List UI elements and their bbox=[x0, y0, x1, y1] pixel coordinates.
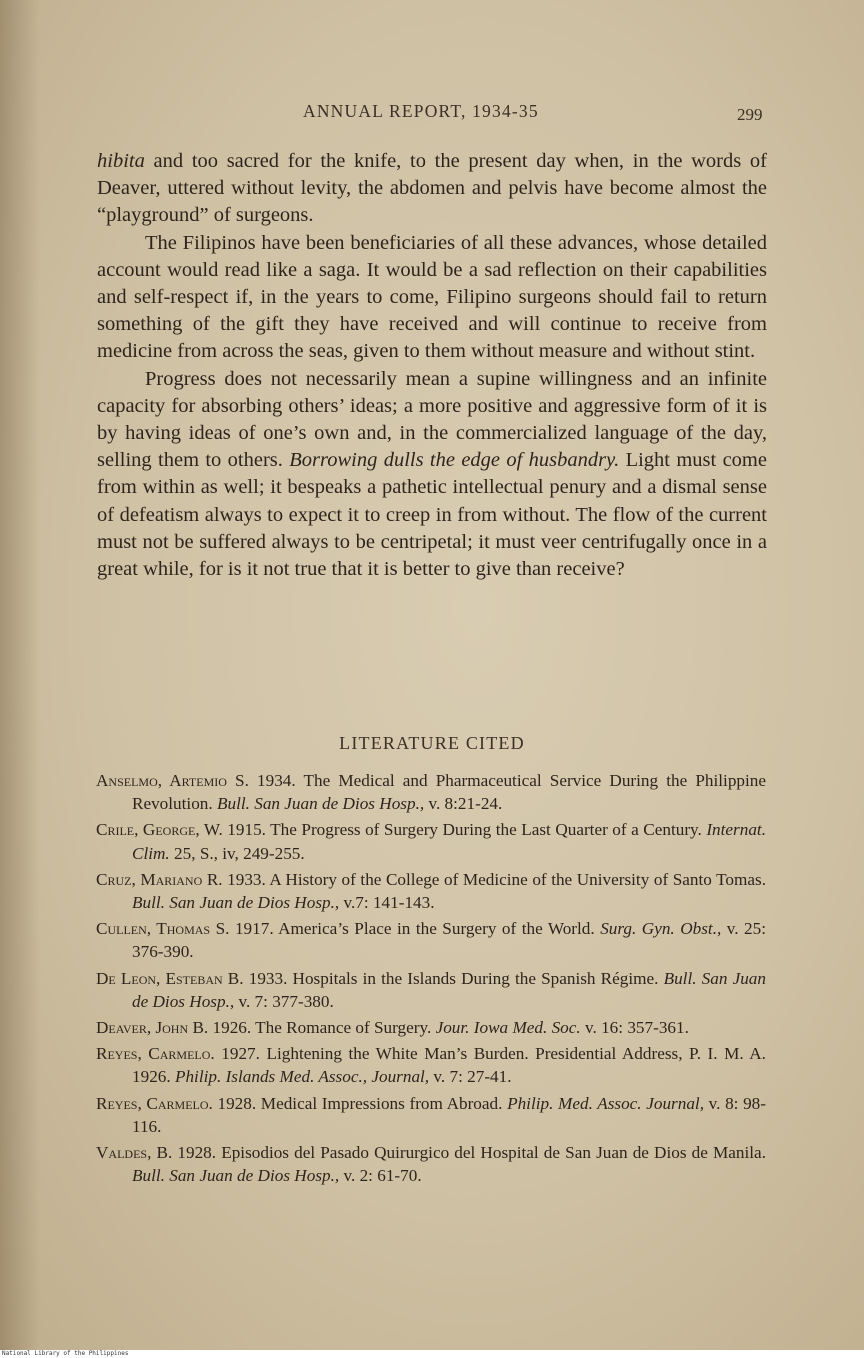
reference-journal: Bull. San Juan de Dios Hosp., bbox=[132, 1166, 340, 1186]
reference-item bbox=[96, 868, 766, 914]
reference-journal: Bull. San Juan de Dios Hosp., bbox=[216, 794, 425, 814]
footer-credit: National Library of the Philippines bbox=[2, 1350, 129, 1357]
reference-author: Valdes, B. bbox=[96, 1143, 173, 1163]
reference-journal: Bull. San Juan de Dios Hosp., bbox=[132, 893, 340, 913]
footer-bar bbox=[0, 1350, 864, 1358]
reference-item bbox=[96, 967, 766, 1013]
reference-tail: v. 16: 357-361. bbox=[580, 1018, 689, 1038]
reference-item bbox=[96, 1092, 766, 1138]
reference-tail: 25, S., iv, 249-255. bbox=[169, 843, 305, 863]
literature-heading: LITERATURE CITED bbox=[339, 733, 525, 753]
reference-author: Cullen, Thomas S. bbox=[96, 919, 230, 939]
reference-text: 1934. The Medical and Pharmaceutical Service During the Philippine Revolution. bbox=[132, 771, 767, 814]
reference-tail: v. 8:21-24. bbox=[424, 794, 503, 814]
reference-journal: Surg. Gyn. Obst., bbox=[600, 919, 722, 939]
reference-item bbox=[96, 1141, 766, 1187]
reference-text: 1933. A History of the College of Medicine of the University of Santo Tomas. bbox=[222, 869, 766, 889]
reference-text: 1915. The Progress of Surgery During the Last Quarter of a Century. bbox=[222, 820, 707, 840]
reference-author: Reyes, Carmelo. bbox=[96, 1044, 215, 1064]
reference-item bbox=[96, 818, 766, 864]
reference-item bbox=[96, 769, 766, 815]
reference-text: 1928. Episodios del Pasado Quirurgico del Hospital de San Juan de Dios de Manila. bbox=[172, 1143, 766, 1163]
reference-tail: v. 25: 376-390. bbox=[132, 919, 767, 962]
reference-tail: v.7: 141-143. bbox=[339, 893, 435, 913]
reference-item bbox=[96, 1016, 766, 1039]
reference-journal: Bull. San Juan de Dios Hosp., bbox=[132, 968, 766, 1011]
reference-tail: v. 7: 377-380. bbox=[234, 991, 334, 1011]
paragraph-1-text: and too sacred for the knife, to the present day when, in the words of Deaver, uttered without levity, the abdomen and pelvis have become almost the “playground” of surgeons. bbox=[97, 150, 767, 227]
paragraph-1 bbox=[97, 148, 767, 230]
reference-tail: v. 2: 61-70. bbox=[339, 1166, 422, 1186]
paragraph-3-part2: Light must come from within as well; it bespeaks a pathetic intellectual penury and a dismal sense of defeatism always to expect it to creep in from without. The flow of the current must not be suffered always to be centripetal; it must veer centrifugally once in a great while, for is it not true that it is better to give than receive? bbox=[97, 449, 767, 581]
reference-author: Cruz, Mariano R. bbox=[96, 869, 223, 889]
reference-text: 1928. Medical Impressions from Abroad. bbox=[212, 1093, 508, 1113]
reference-text: 1933. Hospitals in the Islands During the Spanish Régime. bbox=[243, 968, 664, 988]
reference-list bbox=[96, 769, 766, 1190]
running-header: ANNUAL REPORT, 1934-35 bbox=[303, 101, 539, 121]
paragraph-3-part1: Progress does not necessarily mean a supine willingness and an infinite capacity for absorbing others’ ideas; a more positive and aggressive form of it is by having ideas of one’s own and, in the commercialized language of the day, selling them to others. bbox=[97, 367, 767, 472]
page-number: 299 bbox=[737, 105, 763, 124]
reference-journal: Internat. Clim. bbox=[132, 820, 766, 863]
paragraph-3-italic: Borrowing dulls the edge of husbandry. bbox=[289, 449, 620, 472]
reference-tail: v. 8: 98-116. bbox=[132, 1093, 767, 1136]
reference-author: De Leon, Esteban B. bbox=[96, 968, 244, 988]
reference-item bbox=[96, 917, 766, 963]
reference-journal: Philip. Islands Med. Assoc., Journal, bbox=[174, 1067, 430, 1087]
reference-text: 1917. America’s Place in the Surgery of the World. bbox=[229, 919, 601, 939]
paragraph-2: The Filipinos have been beneficiaries of all these advances, whose detailed account would read like a saga. It would be a sad reflection on their capabilities and self-respect if, in the years to come, Filipino surgeons should fail to return something of the gift they have received and will continue to receive from medicine from across the seas, given to them without measure and without stint. bbox=[97, 231, 767, 363]
reference-journal: Jour. Iowa Med. Soc. bbox=[435, 1018, 581, 1038]
reference-journal: Philip. Med. Assoc. Journal, bbox=[507, 1093, 705, 1113]
paragraph-1-italic: hibita bbox=[97, 150, 145, 172]
reference-author: Anselmo, Artemio S. bbox=[96, 771, 249, 790]
reference-text: 1926. The Romance of Surgery. bbox=[208, 1018, 436, 1038]
reference-text: 1927. Lightening the White Man’s Burden. Presidential Address, P. I. M. A. 1926. bbox=[132, 1044, 766, 1087]
reference-author: Deaver, John B. bbox=[96, 1018, 209, 1038]
reference-author: Reyes, Carmelo. bbox=[96, 1093, 213, 1113]
body-text bbox=[97, 148, 767, 583]
paragraph-3 bbox=[97, 366, 767, 584]
reference-item bbox=[96, 1042, 766, 1088]
reference-author: Crile, George, W. bbox=[96, 820, 223, 840]
reference-tail: v. 7: 27-41. bbox=[429, 1067, 512, 1087]
